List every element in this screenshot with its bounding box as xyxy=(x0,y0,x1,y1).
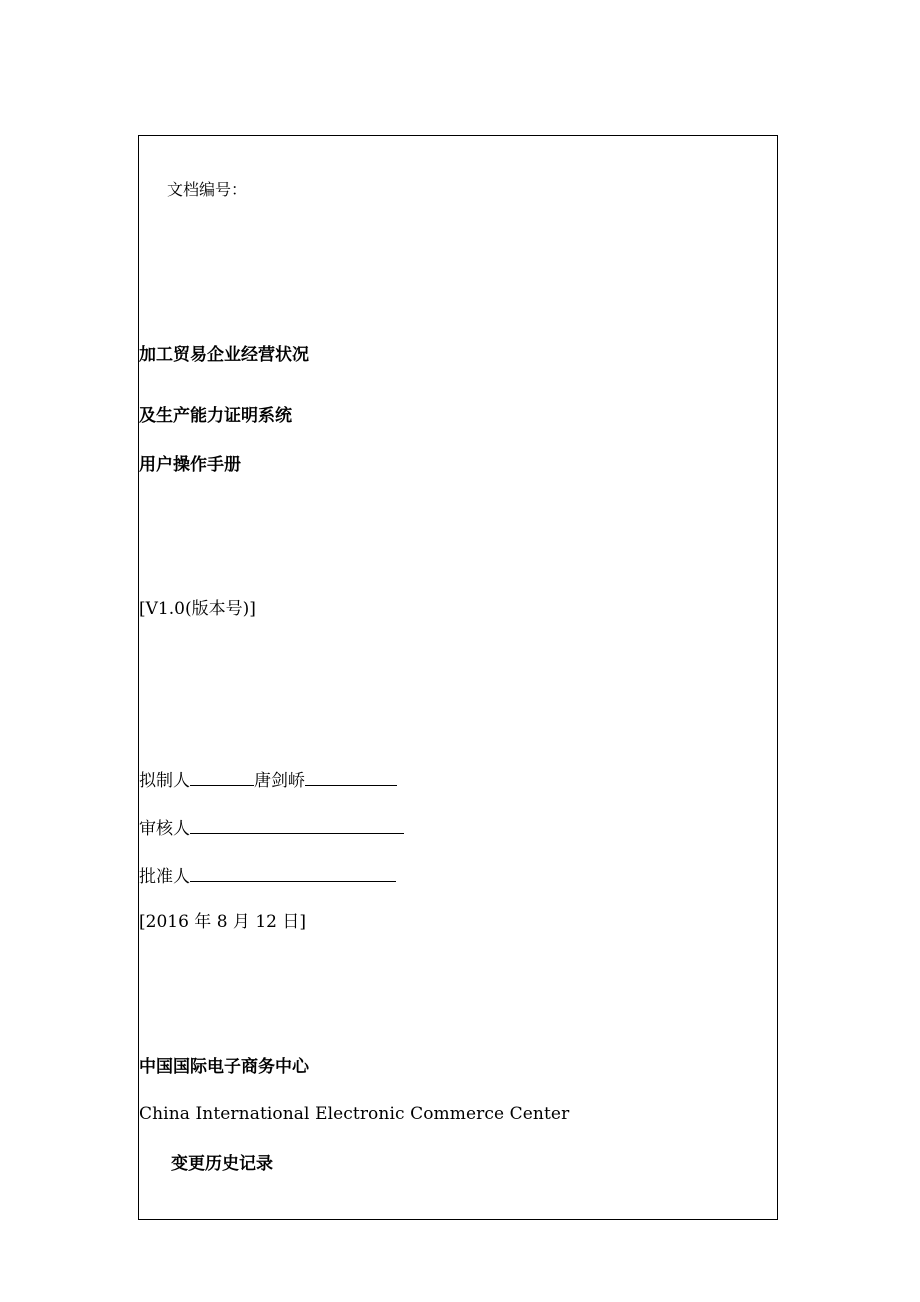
title-line-1: 加工贸易企业经营状况 xyxy=(139,345,309,365)
drafter-name: 唐剑峤 xyxy=(254,771,305,791)
organization-name-en: China International Electronic Commerce Center xyxy=(139,1104,570,1124)
title-line-3: 用户操作手册 xyxy=(139,455,241,475)
reviewer-blank xyxy=(190,815,404,834)
reviewer-label: 审核人 xyxy=(139,819,190,839)
approver-label: 批准人 xyxy=(139,867,190,887)
drafter-blank-before xyxy=(190,767,254,786)
organization-name-cn: 中国国际电子商务中心 xyxy=(139,1057,309,1077)
document-date: [2016 年 8 月 12 日] xyxy=(139,912,306,932)
approver-blank xyxy=(190,863,396,882)
approver-row xyxy=(139,863,396,888)
drafter-label: 拟制人 xyxy=(139,771,190,791)
drafter-blank-after xyxy=(305,767,397,786)
change-history-heading: 变更历史记录 xyxy=(171,1154,273,1174)
title-line-2: 及生产能力证明系统 xyxy=(139,406,292,426)
document-number-label: 文档编号： xyxy=(167,180,248,199)
version-number: [V1.0(版本号)] xyxy=(139,599,256,619)
reviewer-row xyxy=(139,815,404,840)
drafter-row xyxy=(139,767,397,792)
